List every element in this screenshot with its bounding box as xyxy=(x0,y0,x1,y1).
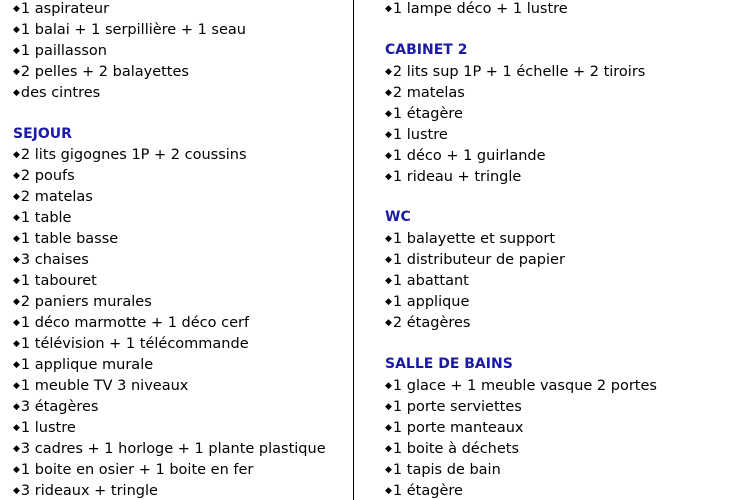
diamond-bullet-icon: ◆ xyxy=(13,171,20,181)
diamond-bullet-icon: ◆ xyxy=(13,486,20,496)
diamond-bullet-icon: ◆ xyxy=(385,109,392,119)
diamond-bullet-icon: ◆ xyxy=(13,381,20,391)
diamond-bullet-icon: ◆ xyxy=(385,234,392,244)
list-item: ◆1 aspirateur xyxy=(13,1,110,17)
diamond-bullet-icon: ◆ xyxy=(385,486,392,496)
diamond-bullet-icon: ◆ xyxy=(13,67,20,77)
list-item: ◆1 distributeur de papier xyxy=(385,252,565,268)
list-item: ◆1 balayette et support xyxy=(385,231,556,247)
diamond-bullet-icon: ◆ xyxy=(385,151,392,161)
diamond-bullet-icon: ◆ xyxy=(13,339,20,349)
list-item: ◆1 applique murale xyxy=(13,357,154,373)
section-heading-salle-de-bains: SALLE DE BAINS xyxy=(385,356,513,372)
diamond-bullet-icon: ◆ xyxy=(13,234,20,244)
diamond-bullet-icon: ◆ xyxy=(385,318,392,328)
diamond-bullet-icon: ◆ xyxy=(385,276,392,286)
list-item: ◆1 tapis de bain xyxy=(385,462,501,478)
diamond-bullet-icon: ◆ xyxy=(13,297,20,307)
section-heading-wc: WC xyxy=(385,209,411,225)
list-item: ◆1 glace + 1 meuble vasque 2 portes xyxy=(385,378,657,394)
list-item: ◆1 table xyxy=(13,210,72,226)
list-item: ◆3 chaises xyxy=(13,252,89,268)
diamond-bullet-icon: ◆ xyxy=(13,46,20,56)
diamond-bullet-icon: ◆ xyxy=(13,25,20,35)
list-item: ◆1 étagère xyxy=(385,106,463,122)
list-item: ◆3 rideaux + tringle xyxy=(13,483,158,499)
diamond-bullet-icon: ◆ xyxy=(13,465,20,475)
diamond-bullet-icon: ◆ xyxy=(13,444,20,454)
diamond-bullet-icon: ◆ xyxy=(385,423,392,433)
list-item: ◆1 déco + 1 guirlande xyxy=(385,148,546,164)
diamond-bullet-icon: ◆ xyxy=(13,192,20,202)
list-item: ◆1 télévision + 1 télécommande xyxy=(13,336,249,352)
list-item: ◆1 lampe déco + 1 lustre xyxy=(385,1,568,17)
list-item: ◆1 lustre xyxy=(385,127,448,143)
list-item: ◆2 matelas xyxy=(385,85,465,101)
list-item: ◆1 table basse xyxy=(13,231,119,247)
list-item: ◆1 balai + 1 serpillière + 1 seau xyxy=(13,22,246,38)
list-item: ◆1 meuble TV 3 niveaux xyxy=(13,378,189,394)
list-item: ◆1 étagère xyxy=(385,483,463,499)
list-item: ◆2 lits sup 1P + 1 échelle + 2 tiroirs xyxy=(385,64,646,80)
list-item: ◆3 cadres + 1 horloge + 1 plante plastique xyxy=(13,441,326,457)
list-item: ◆2 poufs xyxy=(13,168,75,184)
diamond-bullet-icon: ◆ xyxy=(13,213,20,223)
diamond-bullet-icon: ◆ xyxy=(13,276,20,286)
section-heading-sejour: SEJOUR xyxy=(13,126,72,142)
diamond-bullet-icon: ◆ xyxy=(385,88,392,98)
section-heading-cabinet-2: CABINET 2 xyxy=(385,42,468,58)
diamond-bullet-icon: ◆ xyxy=(13,423,20,433)
diamond-bullet-icon: ◆ xyxy=(385,67,392,77)
list-item: ◆1 applique xyxy=(385,294,470,310)
diamond-bullet-icon: ◆ xyxy=(385,130,392,140)
list-item: ◆1 lustre xyxy=(13,420,76,436)
diamond-bullet-icon: ◆ xyxy=(13,255,20,265)
list-item: ◆1 tabouret xyxy=(13,273,97,289)
list-item: ◆2 paniers murales xyxy=(13,294,152,310)
diamond-bullet-icon: ◆ xyxy=(13,150,20,160)
list-item: ◆2 lits gigognes 1P + 2 coussins xyxy=(13,147,247,163)
list-item: ◆1 boite à déchets xyxy=(385,441,520,457)
diamond-bullet-icon: ◆ xyxy=(13,318,20,328)
diamond-bullet-icon: ◆ xyxy=(385,255,392,265)
diamond-bullet-icon: ◆ xyxy=(13,88,20,98)
diamond-bullet-icon: ◆ xyxy=(13,4,20,14)
list-item: ◆1 abattant xyxy=(385,273,469,289)
diamond-bullet-icon: ◆ xyxy=(13,402,20,412)
diamond-bullet-icon: ◆ xyxy=(385,4,392,14)
diamond-bullet-icon: ◆ xyxy=(385,444,392,454)
list-item: ◆des cintres xyxy=(13,85,101,101)
list-item: ◆2 étagères xyxy=(385,315,471,331)
list-item: ◆1 paillasson xyxy=(13,43,107,59)
list-item: ◆1 déco marmotte + 1 déco cerf xyxy=(13,315,250,331)
diamond-bullet-icon: ◆ xyxy=(13,360,20,370)
list-item: ◆1 porte manteaux xyxy=(385,420,524,436)
list-item: ◆2 matelas xyxy=(13,189,93,205)
list-item: ◆2 pelles + 2 balayettes xyxy=(13,64,189,80)
list-item: ◆3 étagères xyxy=(13,399,99,415)
diamond-bullet-icon: ◆ xyxy=(385,465,392,475)
list-item: ◆1 boite en osier + 1 boite en fer xyxy=(13,462,254,478)
diamond-bullet-icon: ◆ xyxy=(385,381,392,391)
list-item: ◆1 rideau + tringle xyxy=(385,169,522,185)
list-item: ◆1 porte serviettes xyxy=(385,399,522,415)
column-divider xyxy=(353,0,354,500)
diamond-bullet-icon: ◆ xyxy=(385,402,392,412)
diamond-bullet-icon: ◆ xyxy=(385,297,392,307)
diamond-bullet-icon: ◆ xyxy=(385,172,392,182)
